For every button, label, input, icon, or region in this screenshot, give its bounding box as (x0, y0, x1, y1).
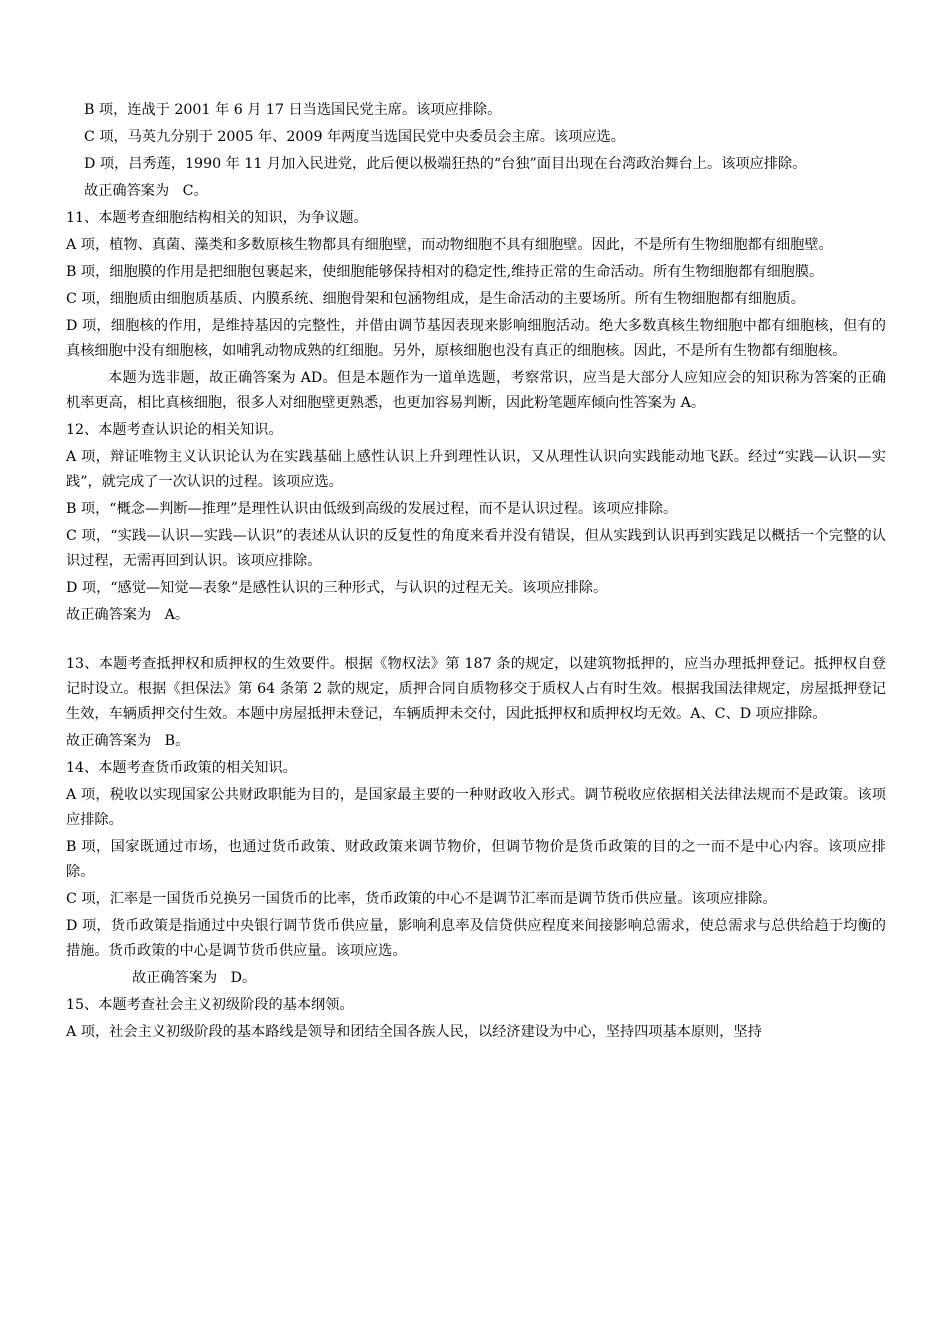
option-a-q12: A 项，辩证唯物主义认识论认为在实践基础上感性认识上升到理性认识，又从理性认识向实践能动地飞跃。经过“实践—认识—实践”，就完成了一次认识的过程。该项应选。 (66, 449, 886, 490)
option-b-q11: B 项，细胞膜的作用是把细胞包裹起来，使细胞能够保持相对的稳定性,维持正常的生命活动。所有生物细胞都有细胞膜。 (66, 264, 824, 280)
option-d-q11: D 项，细胞核的作用，是维持基因的完整性，并借由调节基因表现来影响细胞活动。绝大多数真核生物细胞中都有细胞核，但有的真核细胞中没有细胞核，如哺乳动物成熟的红细胞。另外，原核细胞也没有真正的细胞核。因此，不是所有生物都有细胞核。 (66, 318, 886, 359)
answer-q10: 故正确答案为 C。 (84, 183, 208, 199)
answer-q14: 故正确答案为 D。 (132, 970, 257, 986)
question-13: 13、本题考查抵押权和质押权的生效要件。根据《物权法》第 187 条的规定，以建筑物抵押的，应当办理抵押登记。抵押权自登记时设立。根据《担保法》第 64 条第 2 款的规定，质押合同自质物移交于质权人占有时生效。根据我国法律规定，房屋抵押登记生效，车辆质押交付生效。本题中房屋抵押未登记，车辆质押未交付，因此抵押权和质押权均无效。A、C、D 项应排除。 (66, 656, 886, 722)
option-b-q12: B 项，“概念—判断—推理”是理性认识由低级到高级的发展过程，而不是认识过程。该项应排除。 (66, 501, 678, 517)
option-a-q14: A 项，税收以实现国家公共财政职能为目的，是国家最主要的一种财政收入形式。调节税收应依据相关法律法规而不是政策。该项应排除。 (66, 787, 886, 828)
question-14-heading: 14、本题考查货币政策的相关知识。 (66, 760, 297, 776)
option-a-q15: A 项，社会主义初级阶段的基本路线是领导和团结全国各族人民，以经济建设为中心，坚持四项基本原则，坚持 (66, 1024, 762, 1040)
option-d-q12: D 项，“感觉—知觉—表象”是感性认识的三种形式，与认识的过程无关。该项应排除。 (66, 580, 608, 596)
option-b-q10: B 项，连战于 2001 年 6 月 17 日当选国民党主席。该项应排除。 (84, 102, 502, 118)
answer-q11: 本题为选非题，故正确答案为 AD。但是本题作为一道单选题，考察常识，应当是大部分人应知应会的知识称为答案的正确机率更高，相比真核细胞，很多人对细胞壁更熟悉，也更加容易判断，因此粉笔题库倾向性答案为 A。 (66, 370, 886, 411)
option-c-q10: C 项，马英九分别于 2005 年、2009 年两度当选国民党中央委员会主席。该项应选。 (84, 129, 625, 145)
option-b-q14: B 项，国家既通过市场，也通过货币政策、财政政策来调节物价，但调节物价是货币政策的目的之一而不是中心内容。该项应排除。 (66, 839, 886, 880)
question-11-heading: 11、本题考查细胞结构相关的知识，为争议题。 (66, 210, 368, 226)
question-15-heading: 15、本题考查社会主义初级阶段的基本纲领。 (66, 997, 354, 1013)
option-d-q10: D 项，吕秀莲，1990 年 11 月加入民进党，此后便以极端狂热的“台独”面目出现在台湾政治舞台上。该项应排除。 (84, 156, 807, 172)
blank-line (66, 630, 886, 652)
option-d-q14: D 项，货币政策是指通过中央银行调节货币供应量，影响利息率及信贷供应程度来间接影响总需求，使总需求与总供给趋于均衡的措施。货币政策的中心是调节货币供应量。该项应选。 (66, 918, 886, 959)
option-c-q14: C 项，汇率是一国货币兑换另一国货币的比率，货币政策的中心不是调节汇率而是调节货币供应量。该项应排除。 (66, 891, 777, 907)
option-c-q11: C 项，细胞质由细胞质基质、内膜系统、细胞骨架和包涵物组成，是生命活动的主要场所。所有生物细胞都有细胞质。 (66, 291, 805, 307)
document-body (66, 98, 886, 1047)
answer-q12: 故正确答案为 A。 (66, 607, 190, 623)
answer-q13: 故正确答案为 B。 (66, 733, 190, 749)
option-c-q12: C 项，“实践—认识—实践—认识”的表述从认识的反复性的角度来看并没有错误，但从实践到认识再到实践足以概括一个完整的认识过程，无需再回到认识。该项应排除。 (66, 528, 886, 569)
option-a-q11: A 项，植物、真菌、藻类和多数原核生物都具有细胞壁，而动物细胞不具有细胞壁。因此，不是所有生物细胞都有细胞壁。 (66, 237, 833, 253)
question-12-heading: 12、本题考查认识论的相关知识。 (66, 422, 283, 438)
